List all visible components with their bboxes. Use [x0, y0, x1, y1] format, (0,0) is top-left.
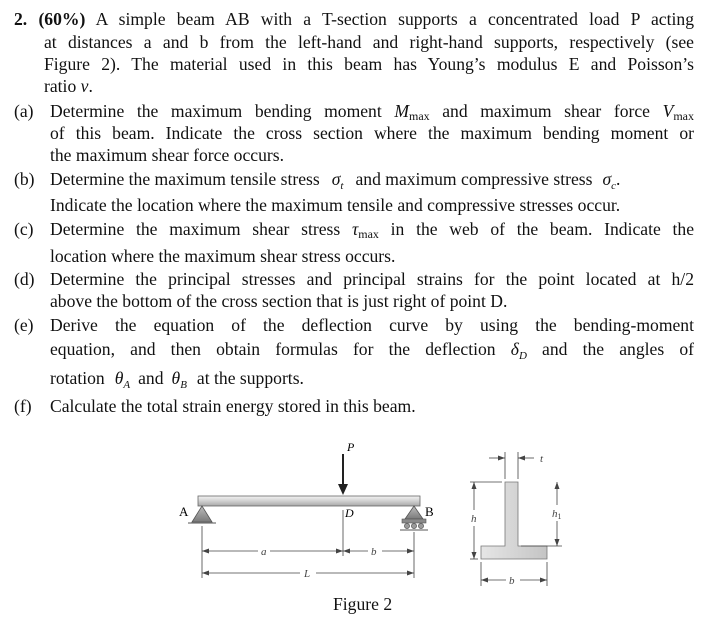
part-e-text-2a: equation, and then obtain formulas for the deflection	[50, 339, 496, 359]
label-h: h	[471, 513, 477, 525]
label-t: t	[540, 453, 544, 465]
part-a-text-1b: and maximum shear force	[442, 101, 650, 121]
load-arrow	[338, 454, 348, 495]
part-b-line-2: Indicate the location where the maximum tensile and compressive stresses occur.	[50, 195, 621, 215]
theta-B-symbol: θ	[171, 368, 181, 388]
label-B: B	[425, 504, 434, 519]
part-d-line-1: Determine the principal stresses and principal strains for the point located at h/2	[50, 269, 694, 289]
delta-symbol: δ	[510, 339, 519, 359]
tau-symbol: τ	[351, 219, 359, 239]
part-e-text-2b: and the angles of	[542, 339, 694, 359]
part-b-text-1b: and maximum compressive stress	[355, 169, 593, 189]
part-e-line-1: Derive the equation of the deflection curve by using the bending-moment	[50, 315, 694, 335]
symbol-M: M	[394, 101, 409, 121]
sub-t: t	[340, 180, 344, 192]
theta-A-symbol: θ	[114, 368, 124, 388]
period: .	[88, 76, 93, 96]
sub-max-V: max	[673, 109, 694, 123]
sub-B: B	[180, 379, 187, 391]
and-word: and	[138, 368, 164, 388]
part-c-text-1a: Determine the maximum shear stress	[50, 219, 341, 239]
part-e-text-3a: rotation	[50, 368, 105, 388]
part-f-label: (f)	[14, 396, 32, 416]
problem-weight: (60%)	[38, 9, 86, 29]
sigma-t-symbol: σ	[331, 169, 341, 189]
problem-text-1: A simple beam AB with a T-section supports a concentrated load P acting	[95, 9, 694, 29]
symbol-V: V	[662, 101, 674, 121]
sigma-c-symbol: σ	[602, 169, 612, 189]
sub-max-M: max	[408, 109, 430, 123]
part-b-line-1: Determine the maximum tensile stress $\sigma_t$ and maximum compressive stress $\sigma_c$.	[50, 169, 621, 192]
part-a-label: (a)	[14, 101, 34, 121]
part-b-text-1a: Determine the maximum tensile stress	[50, 169, 320, 189]
part-e-text-3b: at the supports.	[196, 368, 304, 388]
part-a-text-1a: Determine the maximum bending moment	[50, 101, 382, 121]
part-a-line-3: the maximum shear force occurs.	[50, 145, 285, 165]
pin-support-A	[192, 506, 212, 522]
part-e-label: (e)	[14, 315, 34, 335]
nu-symbol: ν	[80, 76, 89, 96]
label-P: P	[347, 440, 355, 454]
label-b: b	[371, 546, 377, 558]
problem-text-4: ratio	[44, 76, 77, 96]
label-a: a	[261, 546, 267, 558]
part-a-line-2: of this beam. Indicate the cross section where the maximum bending moment or	[50, 123, 694, 143]
label-h1-sub: 1	[557, 512, 562, 521]
part-c-line-2: location where the maximum shear stress occurs.	[50, 246, 396, 266]
label-L: L	[304, 568, 311, 580]
problem-number: 2.	[14, 9, 28, 29]
t-cross-section	[481, 482, 547, 559]
part-d-label: (d)	[14, 269, 35, 289]
part-c-label: (c)	[14, 219, 34, 239]
problem-line-3: Figure 2). The material used in this beam has Young’s modulus E and Poisson’s	[44, 54, 694, 74]
beam	[198, 496, 420, 506]
sub-A: A	[123, 379, 131, 391]
roller-support-B	[400, 506, 428, 530]
part-d-line-2: above the bottom of the cross section that is just right of point D.	[50, 291, 508, 311]
part-c-text-1b: in the web of the beam. Indicate the	[390, 219, 695, 239]
label-b-section: b	[509, 575, 515, 587]
label-h1-base: h	[552, 508, 558, 520]
label-h1	[552, 508, 562, 521]
label-A: A	[179, 504, 189, 519]
figure-caption: Figure 2	[333, 594, 393, 614]
label-D: D	[345, 506, 354, 520]
sub-D: D	[518, 350, 527, 362]
part-b-label: (b)	[14, 169, 35, 189]
sub-max-tau: max	[358, 227, 379, 241]
sub-c: c	[611, 180, 617, 192]
part-f-line-1: Calculate the total strain energy stored in this beam.	[50, 396, 416, 416]
problem-line-2: at distances a and b from the left-hand and right-hand supports, respectively (see	[44, 32, 694, 52]
